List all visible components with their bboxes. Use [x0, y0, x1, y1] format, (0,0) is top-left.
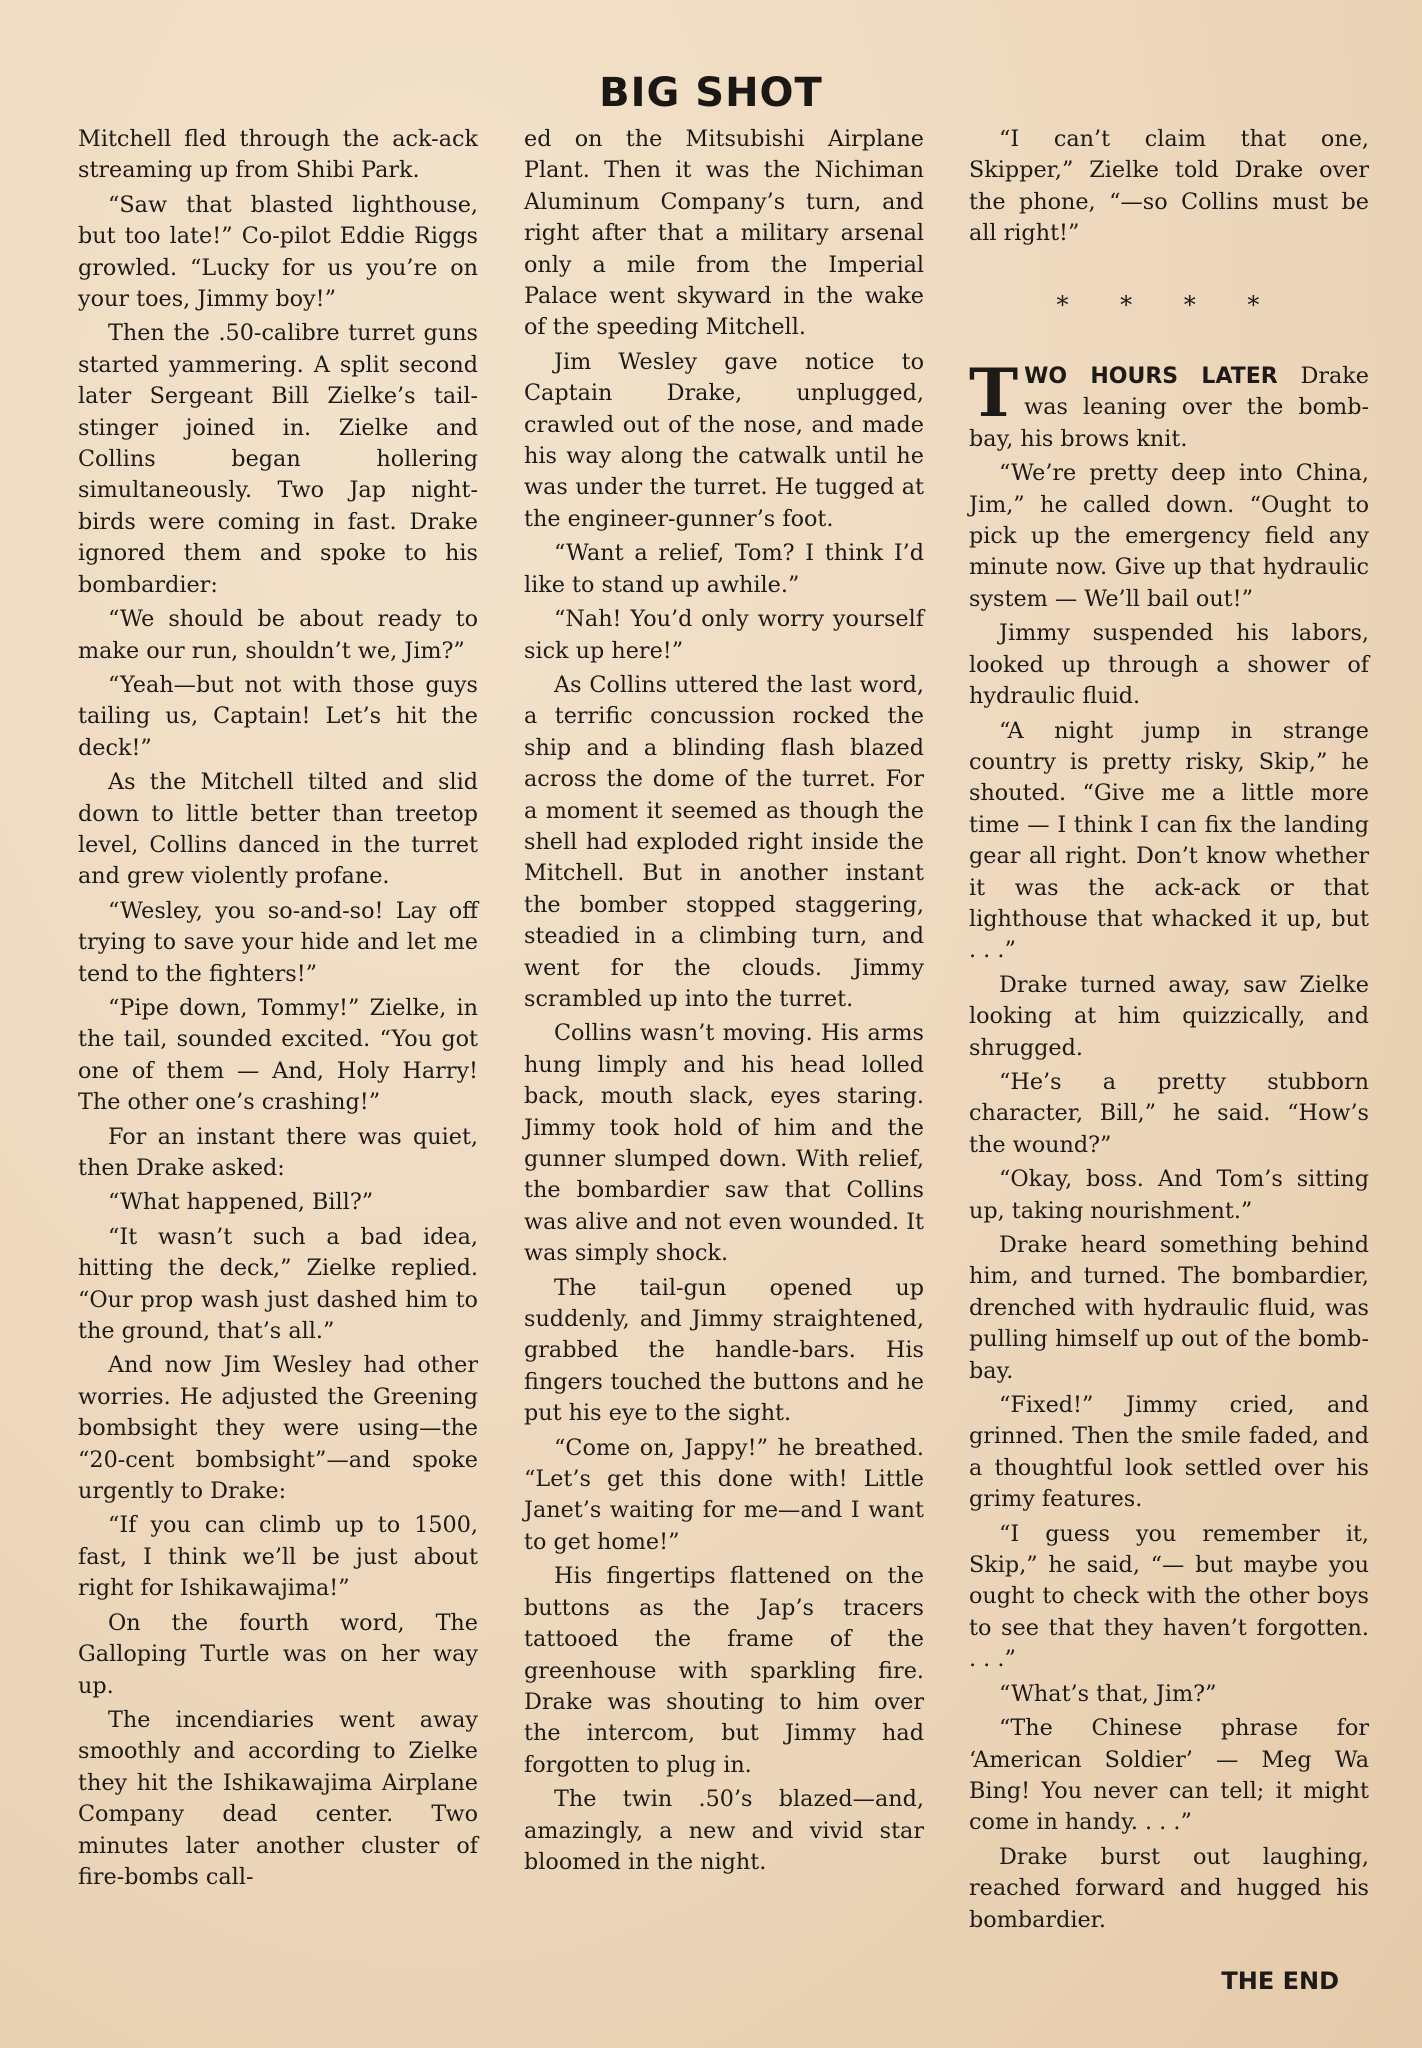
- paragraph: “What happened, Bill?”: [108, 1189, 374, 1216]
- text-column-1: [78, 124, 478, 1896]
- paragraph: “We’re pretty deep into China, Jim,” he called down. “Ought to pick up the emergency field any minute now. Give up that hydraulic system — We’ll bail out!”: [969, 460, 1369, 612]
- paragraph: “We should be about ready to make our run, shouldn’t we, Jim?”: [78, 606, 478, 664]
- paragraph: ed on the Mitsubishi Airplane Plant. Then it was the Nichiman Aluminum Company’s turn, and right after that a military arsenal only a mile from the Imperial Palace went skyward in the wake of the speeding Mitchell.: [524, 126, 924, 341]
- paragraph: “Pipe down, Tommy!” Zielke, in the tail, sounded excited. “You got one of them — And, Holy Harry! The other one’s crashing!”: [78, 994, 478, 1116]
- section-lead-paragraph: [969, 354, 1369, 455]
- paragraph: And now Jim Wesley had other worries. He adjusted the Greening bombsight they were using—the “20-cent bombsight”—and spoke urgently to Drake:: [78, 1352, 478, 1505]
- paragraph: “Fixed!” Jimmy cried, and grinned. Then the smile faded, and a thoughtful look settled over his grimy features.: [969, 1392, 1369, 1513]
- paragraph: The incendiaries went away smoothly and according to Zielke they hit the Ishikawajima Airplane Company dead center. Two minutes later another cluster of fire-bombs call-: [78, 1706, 478, 1890]
- paragraph: “Saw that blasted lighthouse, but too late!” Co-pilot Eddie Riggs growled. “Lucky for us you’re on your toes, Jimmy boy!”: [78, 191, 478, 313]
- paragraph: “Yeah—but not with those guys tailing us, Captain! Let’s hit the deck!”: [78, 671, 478, 761]
- paragraph: “It wasn’t such a bad idea, hitting the deck,” Zielke replied. “Our prop wash just dashed him to the ground, that’s all.”: [78, 1223, 478, 1345]
- paragraph: “I can’t claim that one, Skipper,” Zielke told Drake over the phone, “—so Collins must be all right!”: [969, 126, 1369, 247]
- paragraph: Drake heard something behind him, and turned. The bombardier, drenched with hydraulic fluid, was pulling himself up out of the bomb-bay.: [969, 1232, 1369, 1384]
- lead-caps: WO HOURS LATER: [1024, 364, 1278, 390]
- paragraph: “Want a relief, Tom? I think I’d like to stand up awhile.”: [524, 540, 924, 598]
- drop-cap: T: [969, 354, 1019, 433]
- page-title: BIG SHOT: [599, 70, 823, 116]
- paragraph: Then the .50-calibre turret guns started yammering. A split second later Sergeant Bill Zielke’s tail-stinger joined in. Zielke and Collins began hollering simultaneously. Two Jap night-birds were coming in fast. Drake ignored them and spoke to his bombardier:: [78, 320, 478, 598]
- paragraph: “I guess you remember it, Skip,” he said, “— but maybe you ought to check with the other boys to see that they haven’t forgotten. . . .”: [969, 1520, 1369, 1673]
- paragraph: “If you can climb up to 1500, fast, I think we’ll be just about right for Ishikawajima!”: [78, 1512, 478, 1602]
- paragraph: Jimmy suspended his labors, looked up through a shower of hydraulic fluid.: [969, 620, 1369, 710]
- paragraph: “Come on, Jappy!” he breathed. “Let’s get this done with! Little Janet’s waiting for me—and I want to get home!”: [524, 1434, 924, 1555]
- paragraph: “He’s a pretty stubborn character, Bill,” he said. “How’s the wound?”: [969, 1068, 1369, 1158]
- text-column-2: [524, 124, 924, 1881]
- paragraph: As Collins uttered the last word, a terrific concussion rocked the ship and a blinding flash blazed across the dome of the turret. For a moment it seemed as though the shell had exploded right inside the Mitchell. But in another instant the bomber stopped staggering, steadied in a climbing turn, and went for the clouds. Jimmy scrambled up into the turret.: [524, 671, 924, 1012]
- paragraph: “What’s that, Jim?”: [999, 1680, 1217, 1707]
- paragraph: The twin .50’s blazed—and, amazingly, a new and vivid star bloomed in the night.: [524, 1786, 924, 1875]
- paragraph: The tail-gun opened up suddenly, and Jimmy straightened, grabbed the handle-bars. His fingers touched the buttons and he put his eye to the sight.: [524, 1274, 924, 1427]
- paragraph: “A night jump in strange country is pretty risky, Skip,” he shouted. “Give me a little more time — I think I can fix the landing gear all right. Don’t know whether it was the ack-ack or that lighthouse that whacked it up, but . . .”: [969, 717, 1369, 964]
- paragraph: Drake burst out laughing, reached forward and hugged his bombardier.: [969, 1843, 1369, 1933]
- the-end-label: THE END: [1221, 1966, 1339, 1995]
- paragraph: Jim Wesley gave notice to Captain Drake, unplugged, crawled out of the nose, and made his way along the catwalk until he was under the turret. He tugged at the engineer-gunner’s foot.: [524, 348, 924, 532]
- paragraph: Mitchell fled through the ack-ack streaming up from Shibi Park.: [78, 126, 478, 184]
- paragraph: On the fourth word, The Galloping Turtle was on her way up.: [78, 1609, 478, 1699]
- paragraph: “The Chinese phrase for ‘American Soldier’ — Meg Wa Bing! You never can tell; it might come in handy. . . .”: [969, 1715, 1369, 1836]
- paragraph: As the Mitchell tilted and slid down to little better than treetop level, Collins danced in the turret and grew violently profane.: [78, 769, 478, 890]
- paragraph: “Wesley, you so-and-so! Lay off trying to save your hide and let me tend to the fighters!”: [78, 897, 478, 987]
- section-break-stars: * * * *: [1056, 290, 1282, 319]
- paragraph: For an instant there was quiet, then Drake asked:: [78, 1123, 478, 1181]
- lead-text: Drake was leaning over the bomb-bay, his brows knit.: [969, 363, 1369, 452]
- paragraph: “Okay, boss. And Tom’s sitting up, taking nourishment.”: [969, 1166, 1369, 1224]
- paragraph: “Nah! You’d only worry yourself sick up here!”: [524, 606, 924, 664]
- text-column-3: [969, 124, 1369, 1997]
- paragraph: His fingertips flattened on the buttons as the Jap’s tracers tattooed the frame of the greenhouse with sparkling fire. Drake was shouting to him over the intercom, but Jimmy had forgotten to plug in.: [524, 1563, 924, 1778]
- paragraph: Collins wasn’t moving. His arms hung limply and his head lolled back, mouth slack, eyes staring. Jimmy took hold of him and the gunner slumped down. With relief, the bombardier saw that Collins was alive and not even wounded. It was simply shock.: [524, 1020, 924, 1267]
- paragraph: Drake turned away, saw Zielke looking at him quizzically, and shrugged.: [969, 971, 1369, 1061]
